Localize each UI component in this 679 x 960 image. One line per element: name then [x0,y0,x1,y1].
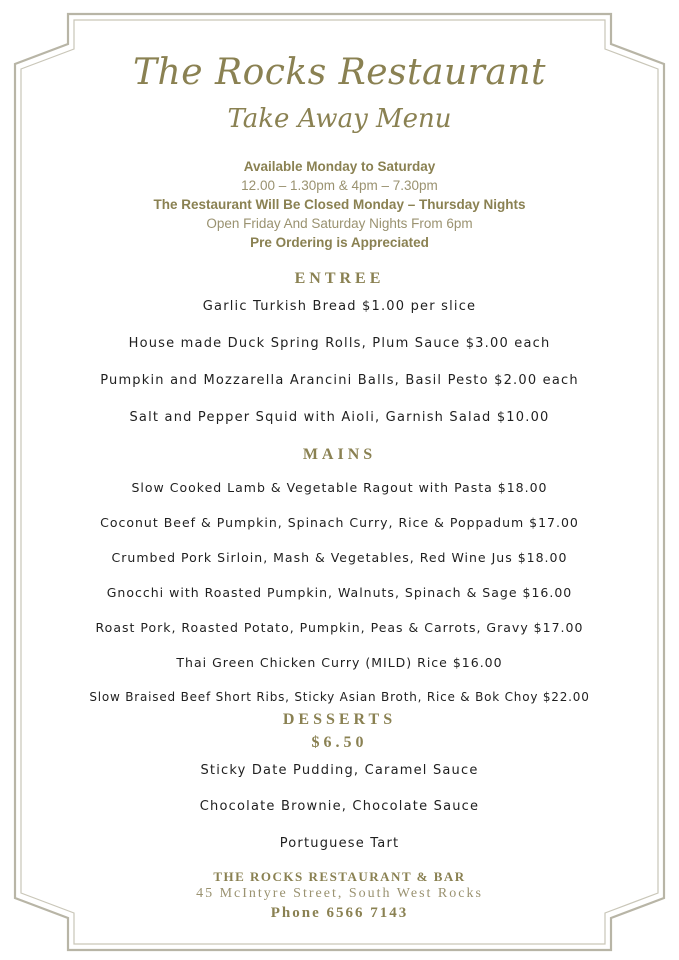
entree-item: Salt and Pepper Squid with Aioli, Garnish Salad $10.00 [129,410,550,425]
entree-item: House made Duck Spring Rolls, Plum Sauce $3.00 each [128,336,551,351]
dessert-item: Chocolate Brownie, Chocolate Sauce [199,799,480,814]
restaurant-title: The Rocks Restaurant [133,52,546,93]
mains-item: Thai Green Chicken Curry (MILD) Rice $16.00 [176,655,503,670]
mains-item: Coconut Beef & Pumpkin, Spinach Curry, Rice & Poppadum $17.00 [100,515,579,530]
mains-item: Crumbed Pork Sirloin, Mash & Vegetables, Red Wine Jus $18.00 [111,550,568,565]
mains-item: Slow Cooked Lamb & Vegetable Ragout with Pasta $18.00 [131,480,548,495]
hours-text: 12.00 – 1.30pm & 4pm – 7.30pm [241,178,438,193]
footer-phone: Phone 6566 7143 [270,905,409,921]
desserts-heading: DESSERTS [282,711,397,728]
entree-item: Pumpkin and Mozzarella Arancini Balls, Basil Pesto $2.00 each [100,373,579,388]
dessert-item: Sticky Date Pudding, Caramel Sauce [200,763,479,778]
preorder-notice: Pre Ordering is Appreciated [250,235,429,250]
entree-heading: ENTREE [294,270,385,287]
desserts-price: $6.50 [311,734,368,751]
availability-text: Available Monday to Saturday [243,159,436,174]
open-notice: Open Friday And Saturday Nights From 6pm [206,216,473,231]
mains-item: Slow Braised Beef Short Ribs, Sticky Asian Broth, Rice & Bok Choy $22.00 [89,690,590,704]
entree-item: Garlic Turkish Bread $1.00 per slice [202,299,477,314]
footer-restaurant-name: THE ROCKS RESTAURANT & BAR [213,869,466,884]
mains-heading: MAINS [302,446,377,463]
footer-address: 45 McIntyre Street, South West Rocks [196,886,483,901]
closed-notice: The Restaurant Will Be Closed Monday – Thursday Nights [153,197,526,212]
menu-subtitle: Take Away Menu [227,104,452,134]
mains-item: Roast Pork, Roasted Potato, Pumpkin, Peas & Carrots, Gravy $17.00 [95,620,584,635]
mains-item: Gnocchi with Roasted Pumpkin, Walnuts, Spinach & Sage $16.00 [106,585,573,600]
dessert-item: Portuguese Tart [279,836,400,851]
